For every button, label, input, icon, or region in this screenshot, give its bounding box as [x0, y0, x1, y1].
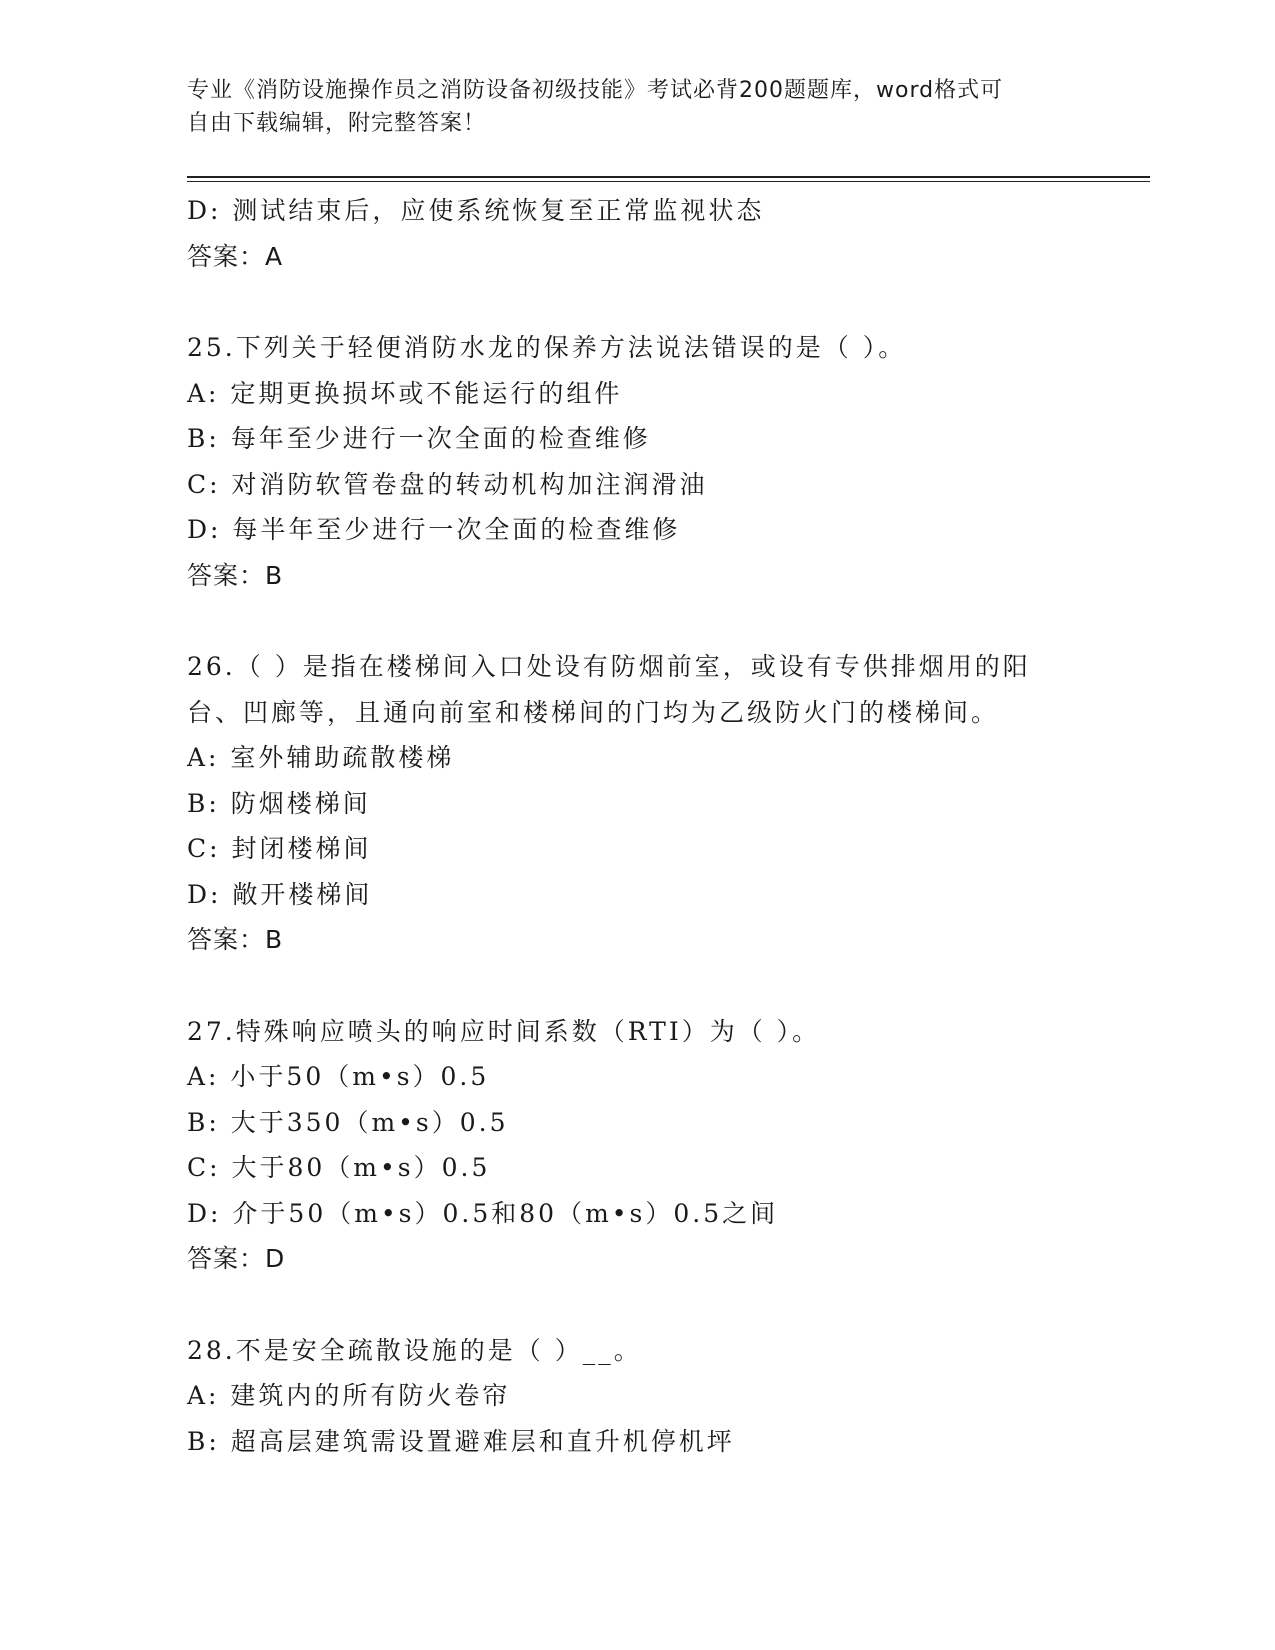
- option-c: C: 封闭楼梯间: [187, 834, 372, 863]
- question-stem-line-2: 台、凹廊等，且通向前室和楼梯间的门均为乙级防火门的楼梯间。: [187, 697, 1000, 727]
- question-stem: 28.不是安全疏散设施的是（ ）__。: [187, 1335, 642, 1365]
- question-25: [187, 325, 1087, 598]
- option-b: B: 大于350（m•s）0.5: [187, 1107, 509, 1137]
- option-a: A: 小于50（m•s）0.5: [187, 1062, 490, 1091]
- option-a: A: 室外辅助疏散楼梯: [187, 743, 455, 772]
- option-d: D: 敞开楼梯间: [187, 879, 373, 909]
- header-divider-thin: [187, 181, 1150, 182]
- answer: 答案：B: [187, 925, 284, 954]
- question-26: [187, 644, 1087, 963]
- question-27: [187, 1009, 1087, 1282]
- header-divider-thick: [187, 176, 1150, 178]
- option-d: D: 介于50（m•s）0.5和80（m•s）0.5之间: [187, 1198, 779, 1228]
- option-b: B: 超高层建筑需设置避难层和直升机停机坪: [187, 1426, 735, 1456]
- question-stem: 27.特殊响应喷头的响应时间系数（RTI）为（ ）。: [187, 1016, 821, 1046]
- answer: 答案：B: [187, 560, 284, 590]
- option-d: D: 每半年至少进行一次全面的检查维修: [187, 515, 681, 544]
- spacer: [187, 1282, 1087, 1328]
- option-b: B: 防烟楼梯间: [187, 788, 371, 818]
- question-list: [187, 188, 1087, 1464]
- question-stem-line-1: 26.（ ）是指在楼梯间入口处设有防烟前室，或设有专供排烟用的阳: [187, 652, 1031, 681]
- option-b: B: 每年至少进行一次全面的检查维修: [187, 424, 651, 453]
- page-header: [187, 74, 1067, 140]
- spacer: [187, 279, 1087, 325]
- header-line-1: 专业《消防设施操作员之消防设备初级技能》考试必背200题题库，word格式可: [187, 78, 1004, 103]
- option-d: D: 测试结束后，应使系统恢复至正常监视状态: [187, 196, 765, 225]
- spacer: [187, 963, 1087, 1009]
- answer: 答案：D: [187, 1244, 286, 1273]
- option-a: A: 建筑内的所有防火卷帘: [187, 1381, 511, 1410]
- answer: 答案：A: [187, 241, 284, 271]
- option-a: A: 定期更换损坏或不能运行的组件: [187, 378, 623, 408]
- option-c: C: 对消防软管卷盘的转动机构加注润滑油: [187, 469, 708, 499]
- question-28: [187, 1328, 1087, 1465]
- header-line-2: 自由下载编辑，附完整答案！: [187, 111, 487, 136]
- spacer: [187, 598, 1087, 644]
- question-stem: 25.下列关于轻便消防水龙的保养方法说法错误的是（ ）。: [187, 333, 907, 362]
- option-c: C: 大于80（m•s）0.5: [187, 1153, 491, 1182]
- question-24-tail: [187, 188, 1087, 279]
